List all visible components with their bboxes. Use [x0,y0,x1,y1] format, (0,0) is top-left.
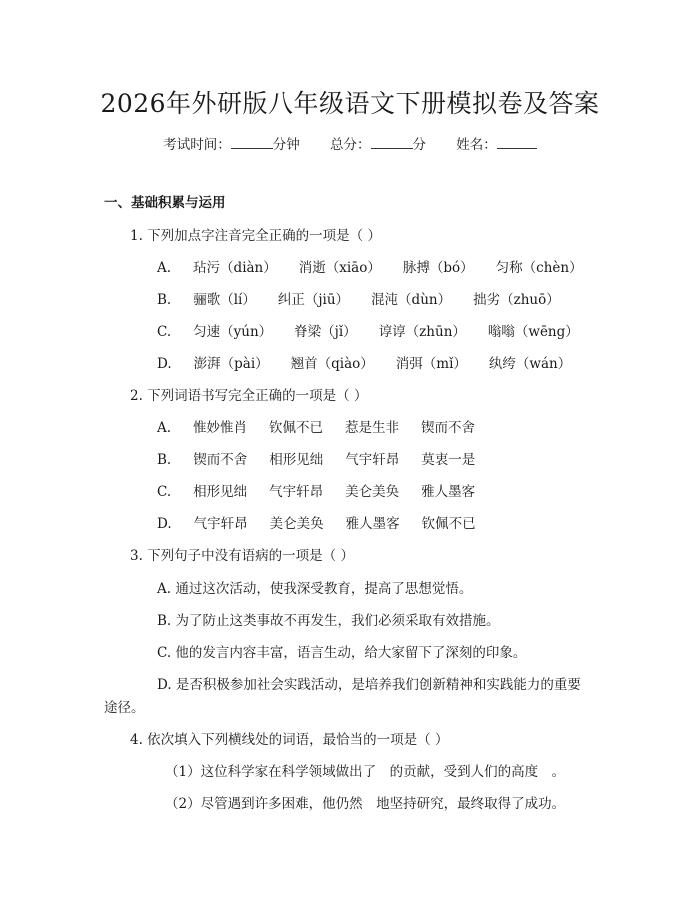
option-word: 惟妙惟肖 [193,420,248,436]
option-word: 消逝（xiāo） [298,260,381,276]
option-word: 混沌（dùn） [371,292,452,308]
option-word: 美仑美奂 [345,484,400,500]
option-word: 拙劣（zhuō） [473,292,560,308]
time-unit: 分钟 [272,137,300,153]
question-1-stem: 1. 下列加点字注音完全正确的一项是（ ） [130,228,381,244]
option-word: 雅人墨客 [421,484,476,500]
q2-option-a [157,416,497,436]
option-word: 脊梁（jǐ） [294,324,357,340]
q4-sentence-2: （2）尽管遇到许多困难，他仍然 地坚持研究，最终取得了成功。 [165,796,566,812]
option-letter: C. [157,324,172,340]
option-word: 翘首（qiào） [290,356,374,372]
question-3-stem: 3. 下列句子中没有语病的一项是（ ） [130,548,354,564]
option-word: 嗡嗡（wēng） [487,324,579,340]
option-word: 莫衷一是 [421,452,476,468]
option-word: 气宇轩昂 [269,484,324,500]
option-letter: A. [157,420,172,436]
option-word: 纠正（jiū） [277,292,350,308]
q4-sentence-1: （1）这位科学家在科学领域做出了 的贡献，受到人们的高度 。 [165,764,566,780]
q1-option-a [157,256,605,276]
q2-option-d [157,512,498,532]
q2-option-b [157,448,497,468]
option-word: 脉搏（bó） [402,260,474,276]
exam-info [0,133,700,153]
option-letter: B. [157,292,172,308]
option-word: 匀称（chèn） [495,260,583,276]
option-word: 谆谆（zhūn） [378,324,466,340]
q3-option-d: D. 是否积极参加社会实践活动，是培养我们创新精神和实践能力的重要 [157,677,581,693]
option-word: 惹是生非 [345,420,400,436]
option-letter: C. [157,484,172,500]
q3-option-d-continuation: 途径。 [104,700,145,716]
time-blank [231,136,273,149]
exam-time [163,137,300,153]
q1-option-c [157,320,601,340]
option-word: 雅人墨客 [345,516,400,532]
q1-option-b [157,288,582,308]
time-label: 考试时间： [163,137,231,153]
option-letter: D. [157,356,172,372]
student-name [456,137,537,153]
q3-option-b: B. 为了防止这类事故不再发生，我们必须采取有效措施。 [157,613,500,629]
option-word: 钦佩不已 [421,516,476,532]
q3-option-c: C. 他的发言内容丰富，语言生动，给大家留下了深刻的印象。 [157,645,527,661]
option-letter: B. [157,452,172,468]
name-label: 姓名： [456,137,497,153]
option-letter: D. [157,516,172,532]
option-word: 相形见绌 [193,484,248,500]
option-word: 美仑美奂 [269,516,324,532]
name-blank [497,136,537,149]
option-word: 气宇轩昂 [193,516,248,532]
option-word: 锲而不舍 [421,420,476,436]
option-word: 玷污（diàn） [193,260,277,276]
question-4-stem: 4. 依次填入下列横线处的词语，最恰当的一项是（ ） [130,732,449,748]
option-word: 纨绔（wán） [488,356,572,372]
option-word: 澎湃（pài） [193,356,269,372]
question-2-stem: 2. 下列词语书写完全正确的一项是（ ） [130,388,368,404]
option-word: 锲而不舍 [193,452,248,468]
option-word: 相形见绌 [269,452,324,468]
q3-option-a: A. 通过这次活动，使我深受教育，提高了思想觉悟。 [157,581,473,597]
score-unit: 分 [412,137,426,153]
page-title: 2026年外研版八年级语文下册模拟卷及答案 [100,89,600,118]
score-label: 总分： [330,137,371,153]
section-heading: 一、基础积累与运用 [104,195,226,211]
option-word: 匀速（yún） [193,324,273,340]
option-letter: A. [157,260,172,276]
option-word: 骊歌（lí） [193,292,256,308]
q1-option-d [157,352,593,372]
option-word: 钦佩不已 [269,420,324,436]
score-blank [371,136,413,149]
option-word: 消弭（mǐ） [395,356,467,372]
q2-option-c [157,480,497,500]
option-word: 气宇轩昂 [345,452,400,468]
total-score [330,137,426,153]
